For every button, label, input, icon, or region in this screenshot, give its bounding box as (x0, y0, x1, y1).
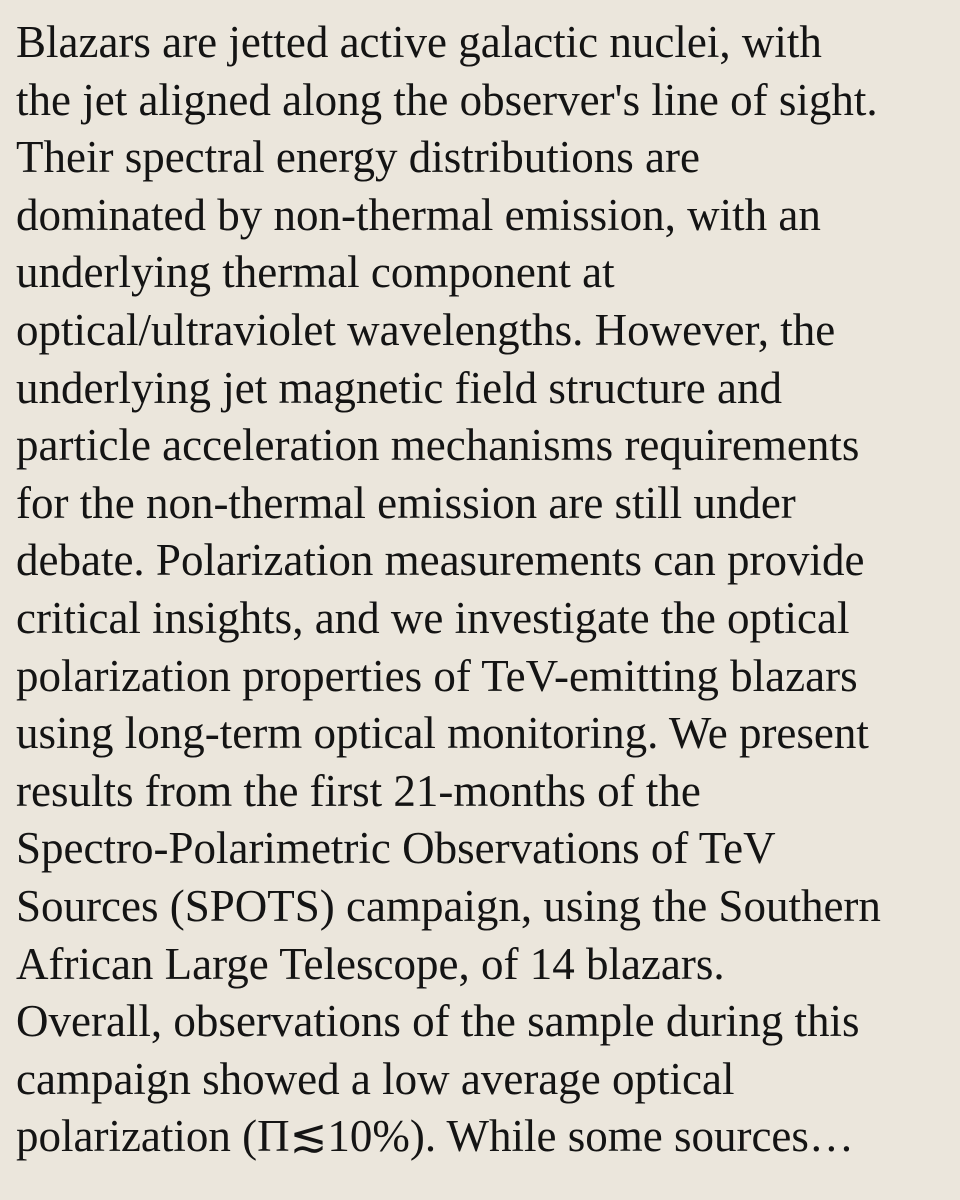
abstract-line: the jet aligned along the observer's line of sight. (16, 74, 878, 125)
abstract-line: Spectro-Polarimetric Observations of TeV (16, 823, 776, 874)
abstract-line: underlying thermal component at (16, 247, 615, 298)
abstract-line: campaign showed a low average optical (16, 1053, 735, 1104)
abstract-line: Their spectral energy distributions are (16, 132, 700, 183)
abstract-line: particle acceleration mechanisms requirements (16, 420, 860, 471)
abstract-line: dominated by non-thermal emission, with an (16, 189, 821, 240)
abstract-line: using long-term optical monitoring. We present (16, 708, 869, 759)
abstract-line: debate. Polarization measurements can provide (16, 535, 865, 586)
abstract-line: Blazars are jetted active galactic nuclei, with (16, 17, 822, 67)
abstract-line: polarization (Π≲10%). While some sources… (16, 1111, 854, 1162)
abstract-line: for the non-thermal emission are still under (16, 477, 796, 528)
abstract-line: Overall, observations of the sample during this (16, 996, 860, 1047)
abstract-line: critical insights, and we investigate the optical (16, 592, 850, 643)
abstract-line: underlying jet magnetic field structure and (16, 362, 782, 413)
abstract-text (16, 14, 960, 1166)
abstract-line: results from the first 21-months of the (16, 765, 701, 816)
abstract-line: Sources (SPOTS) campaign, using the Southern (16, 880, 881, 931)
abstract-line: polarization properties of TeV-emitting blazars (16, 650, 858, 701)
abstract-line: optical/ultraviolet wavelengths. However, the (16, 304, 836, 355)
abstract-line: African Large Telescope, of 14 blazars. (16, 938, 725, 989)
